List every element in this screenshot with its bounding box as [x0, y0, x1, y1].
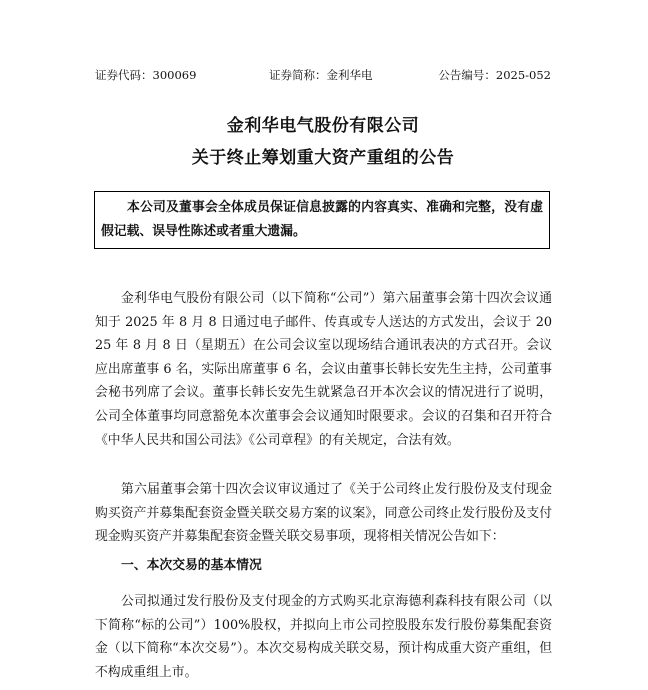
document-header: [95, 66, 551, 84]
body-paragraph-3: 公司拟通过发行股份及支付现金的方式购买北京海德利森科技有限公司（以下简称“标的公司”）100%股权，并拟向上市公司控股股东发行股份募集配套资金（以下简称“本次交易”）。本次交易构成关联交易，预计构成重大资产重组，但不构成重组上市。: [95, 594, 552, 680]
disclosure-notice-box: 本公司及董事会全体成员保证信息披露的内容真实、准确和完整，没有虚假记载、误导性陈述或者重大遗漏。: [94, 191, 550, 249]
announcement-subject-title: 关于终止筹划重大资产重组的公告: [191, 148, 455, 168]
announcement-number: 公告编号：2025-052: [438, 68, 551, 82]
body-paragraph-2: 第六届董事会第十四次会议审议通过了《关于公司终止发行股份及支付现金购买资产并募集配套资金暨关联交易方案的议案》，同意公司终止发行股份及支付现金购买资产并募集配套资金暨关联交易事项，现将相关情况公告如下：: [95, 482, 552, 545]
company-name-title: 金利华电气股份有限公司: [226, 116, 420, 136]
section-heading-1: 一、本次交易的基本情况: [121, 558, 262, 573]
body-paragraph-1: 金利华电气股份有限公司（以下简称“公司”）第六届董事会第十四次会议通知于 2025 年 8 月 8 日通过电子邮件、传真或专人送达的方式发出，会议于 2025 年 8 月 8 日（星期五）在公司会议室以现场结合通讯表决的方式召开。会议应出席董事 6 名，实际出席董事 6 名，会议由董事长韩长安先生主持，公司董事会秘书列席了会议。董事长韩长安先生就紧急召开本次会议的情况进行了说明，公司全体董事均同意豁免本次董事会会议通知时限要求。会议的召集和召开符合《中华人民共和国公司法》《公司章程》的有关规定，合法有效。: [95, 291, 552, 448]
stock-code: 证券代码：300069: [95, 68, 197, 82]
stock-abbreviation: 证券简称：金利华电: [269, 68, 373, 82]
